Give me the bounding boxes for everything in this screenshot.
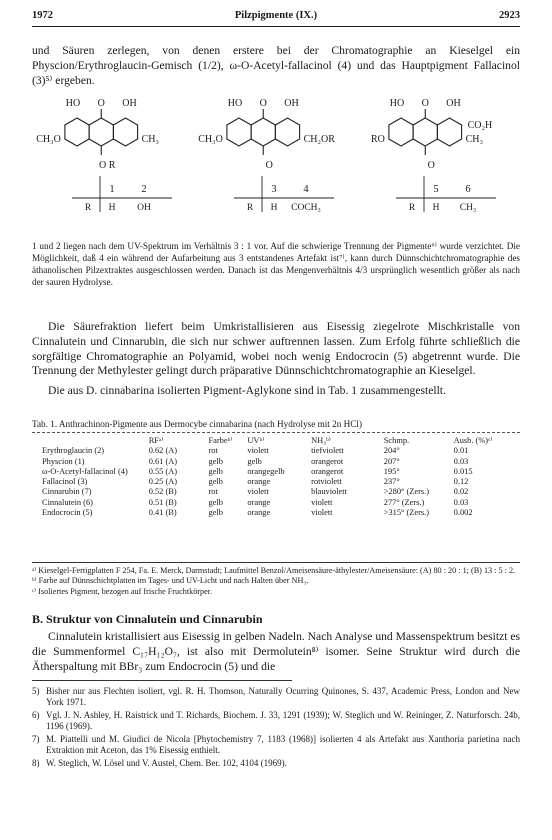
table-cell: >315° (Zers.) [383,508,430,518]
table-row [40,446,512,456]
substituent-label: OH [122,98,137,109]
table-cell: 0.52 (B) [148,487,177,497]
compound-number: 6 [465,184,471,195]
table-cell: blauviolett [311,487,347,497]
table-cell: 0.002 [453,508,473,518]
pigment-table [40,436,512,518]
table-cell: 195° [383,466,400,476]
aglycone-paragraph: Die aus D. cinnabarina isolierten Pigment-Aglykone sind in Tab. 1 zusammengestellt. [48,384,446,397]
col-header: UVᵇ⁾ [247,436,265,445]
ratio-paragraph: 1 und 2 liegen nach dem UV-Spektrum im Verhältnis 3 : 1 vor. Auf die schwierige Trennung der Pigmente⁶⁾ wurde verzichtet. Die Möglichkeit, daß 4 ein während der Aufarbeitung aus 3 entstandenes Artefakt ist⁷⁾, kann durch Dünnschichtchromatographie des äthanolischen Pilzextraktes ausgeschlossen werden. Danach ist das Mengenverhältnis 4/3 ursprünglich wesentlich größer als nach der sauren Hydrolyse. [32,241,520,287]
table-cell: orange [247,477,271,487]
r-value: OH [137,203,151,213]
table-cell: orangerot [311,466,344,476]
table-cell: 0.51 (B) [148,497,177,507]
col-header [40,436,147,446]
table-cell: 0.03 [453,456,469,466]
structure-5-6 [371,98,496,213]
r-value: COCH₃ [291,203,321,213]
table-cell: violett [247,487,269,497]
page-number: 2923 [499,10,520,21]
r-label: R [84,203,92,213]
substituent-label: CH₂OR [303,134,335,145]
footnote-number: 5) [32,686,40,696]
intro-paragraph: und Säuren zerlegen, von denen erstere bei der Chromatographie an Kieselgel ein Physcion/Erythroglaucin-Gemisch (1/2), ω-O-Acetyl-fallacinol (4) und das Hauptpigment Fallacinol (3)⁵⁾ ergeben. [32,44,520,87]
table-cell: 0.01 [453,446,469,456]
table-cell: Physcion (1) [42,456,85,466]
table-cell: Erythroglaucin (2) [42,446,105,456]
structure-3-4 [198,98,335,213]
table-cell: 277° (Zers.) [383,497,425,507]
substituent-label: O [265,160,273,171]
table-header-row [40,436,512,446]
compound-number: 3 [271,184,277,195]
footnote-text: W. Steglich, W. Lösel und V. Austel, Chem. Ber. 102, 4104 (1969). [46,758,287,768]
footnote-text: Bisher nur aus Flechten isoliert, vgl. R. H. Thomson, Naturally Ocurring Quinones, S. 437, Academic Press, London and New York 1971. [46,686,520,708]
table-cell: gelb [247,456,262,466]
table-cell: 0.03 [453,497,469,507]
table-cell: 204° [383,446,400,456]
table-cell: 0.55 (A) [148,466,178,476]
table-cell: Endocrocin (5) [42,508,93,518]
r-value: H [108,203,116,213]
table-cell: gelb [208,466,223,476]
table-cell: 0.25 (A) [148,477,178,487]
running-title: Pilzpigmente (IX.) [234,10,318,21]
substituent-label: CH₃ [465,134,484,145]
ring [275,118,299,146]
table-note-c: ᶜ⁾ Isoliertes Pigment, bezogen auf frische Fruchtkörper. [32,586,213,596]
table-cell: gelb [208,497,223,507]
substituent-label: HO [227,98,243,109]
ring [251,118,275,146]
footnote-rule [32,680,292,681]
substituent-label: RO [370,134,385,145]
ring [89,118,113,146]
substituent-label: O R [99,160,116,171]
table-cell: 0.015 [453,466,473,476]
substituent-label: CH₃ [141,134,160,145]
footnote-6 [32,710,520,732]
table-cell: rotviolett [311,477,342,487]
journal-year: 1972 [32,10,53,21]
table-cell: 0.41 (B) [148,508,177,518]
footnote-5 [32,686,520,708]
substituent-label: O [421,98,429,109]
ring [389,118,413,146]
table-cell: rot [208,487,218,497]
structure-diagrams [32,92,520,238]
compound-number: 1 [109,184,115,195]
ring [413,118,437,146]
substituent-label: OH [446,98,461,109]
ring [113,118,137,146]
r-label: R [408,203,416,213]
table-cell: Cinnarubin (7) [42,487,92,497]
r-label: R [246,203,254,213]
table-notes [32,566,520,597]
table-cell: 0.02 [453,487,469,497]
r-value: H [270,203,278,213]
col-header: NH₃ᵇ⁾ [311,436,331,445]
table-caption: Tab. 1. Anthrachinon-Pigmente aus Dermocybe cinnabarina (nach Hydrolyse mit 2n HCl) [32,419,363,429]
substituent-label: O [259,98,267,109]
table-cell: orangegelb [247,466,285,476]
table-cell: tiefviolett [311,446,344,456]
table-cell: gelb [208,456,223,466]
table-row [40,498,512,508]
col-header: Farbeᵇ⁾ [208,436,233,445]
substituent-label: O [427,160,435,171]
page-header [32,10,520,24]
compound-number: 2 [141,184,147,195]
table-row [40,457,512,467]
table-cell: >280° (Zers.) [383,487,430,497]
substituent-label: HO [389,98,405,109]
table-note-a: ᵃ⁾ Kieselgel-Fertigplatten F 254, Fa. E. Merck, Darmstadt; Laufmittel Benzol/Ameisensäure-äthylester/Ameisensäure: (A) 80 : 20 : 1; (B) 13 : 5 : 2. [32,566,516,575]
table-cell: gelb [208,508,223,518]
table-cell: Cinnalutein (6) [42,497,93,507]
footnote-7 [32,734,520,756]
footnote-text: M. Piattelli und M. Giudici de Nicola [Phytochemistry 7, 1183 (1968)] isolierten 4 als Artefakt aus Xanthoria parietina nach Extraktion mit Aceton, das 1% Eisessig enthielt. [46,734,520,756]
substituent-label: OH [284,98,299,109]
substituent-label: HO [65,98,81,109]
footnote-text: Vgl. J. N. Ashley, H. Raistrick und T. Richards, Biochem. J. 33, 1291 (1939); W. Steglich und W. Reininger, Z. Naturforsch. 24b, 1196 (1969). [46,710,520,732]
structure-1-2 [36,98,172,213]
col-header: RFᵃ⁾ [148,436,164,445]
table-note-b: ᵇ⁾ Farbe auf Dünnschichtplatten im Tages- und UV-Licht und nach Halten über NH₃. [32,576,309,586]
table-row [40,487,512,497]
table-bottom-rule [32,562,520,563]
substituent-label: CH₃O [36,134,61,145]
table-cell: orange [247,497,271,507]
header-rule [32,26,520,27]
table-cell: Fallacinol (3) [42,477,88,487]
table-cell: ω-O-Acetyl-fallacinol (4) [42,466,128,476]
footnote-8 [32,758,520,769]
section-paragraph: Cinnalutein kristallisiert aus Eisessig in gelben Nadeln. Nach Analyse und Massenspektrum besitzt es die Summenformel C₁₇H₁₂O₇, ist also mit Dermolutein⁸⁾ isomer. Seine Struktur wird durch die Ätherspaltung mit BBr₃ zum Endocrocin (5) und die [32,630,520,673]
ring [227,118,251,146]
footnote-number: 8) [32,758,40,768]
footnote-number: 6) [32,710,40,720]
table-cell: 0.61 (A) [148,456,178,466]
table-cell: 0.62 (A) [148,446,178,456]
compound-number: 5 [433,184,439,195]
table-cell: violett [247,446,269,456]
table-cell: 207° [383,456,400,466]
acid-fraction-paragraph: Die Säurefraktion liefert beim Umkristallisieren aus Eisessig ziegelrote Mischkristalle von Cinnalutein und Cinnarubin, die sich nur schwer auftrennen lassen. Zum Erfolg führte schließlich die sorgfältige Chromatographie an Polyamid, wobei noch wenig Endocrocin (5) abgetrennt wurde. Die Trennung der Methylester gelingt durch präparative Dünnschichtchromatographie an Kieselgel. [32,320,520,378]
compound-number: 4 [303,184,309,195]
footnote-number: 7) [32,734,40,744]
section-heading: B. Struktur von Cinnalutein und Cinnarubin [32,612,263,626]
col-header: Schmp. [383,436,410,445]
table-row [40,467,512,477]
substituent-label: O [97,98,105,109]
ring [65,118,89,146]
table-cell: orangerot [311,456,344,466]
table-cell: violett [311,497,333,507]
substituent-label: CH₃O [198,134,223,145]
substituent-label: CO₂H [467,120,493,131]
table-row [40,477,512,487]
r-value: H [432,203,440,213]
table-cell: violett [311,508,333,518]
ring [437,118,461,146]
r-value: CH₃ [459,203,477,213]
col-header: Ausb. (%)ᶜ⁾ [453,436,493,445]
table-cell: gelb [208,477,223,487]
table-cell: 0.12 [453,477,469,487]
table-cell: orange [247,508,271,518]
table-row [40,508,512,518]
table-cell: 237° [383,477,400,487]
table-cell: rot [208,446,218,456]
table-top-rule [32,432,520,433]
